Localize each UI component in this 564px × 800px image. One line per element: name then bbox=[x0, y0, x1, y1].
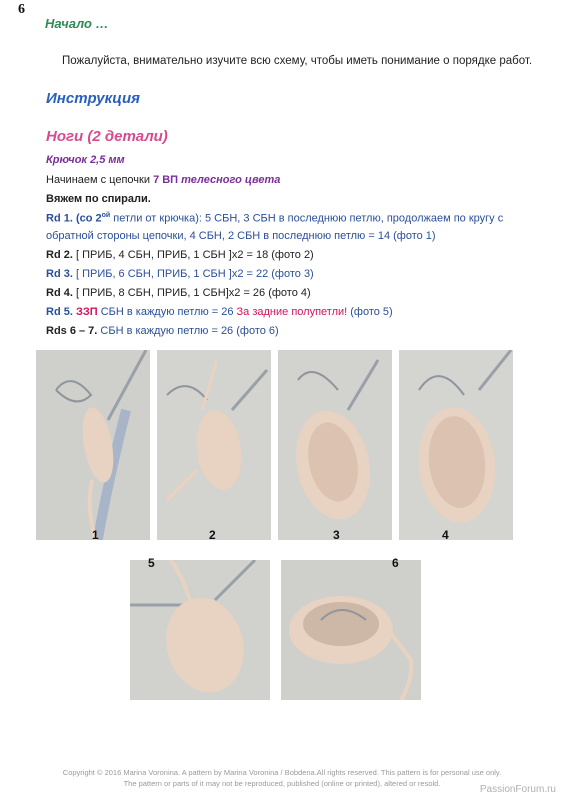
photo-label-3: 3 bbox=[333, 528, 340, 542]
row-5: Rd 5. ЗЗП СБН в каждую петлю = 26 За задние полупетли! (фото 5) bbox=[46, 306, 393, 318]
photo-2 bbox=[157, 350, 271, 540]
chain-count: 7 ВП bbox=[153, 174, 179, 186]
photo-3 bbox=[278, 350, 392, 540]
footer-copyright: Copyright © 2016 Marina Voronina. A pattern by Marina Voronina / Bobdena.All rights reserved. This pattern is for personal use only. bbox=[62, 768, 502, 777]
start-heading: Начало … bbox=[45, 16, 109, 31]
photo-5 bbox=[130, 560, 270, 700]
photo-1 bbox=[36, 350, 150, 540]
photo-label-6: 6 bbox=[392, 556, 399, 570]
hook-size: Крючок 2,5 мм bbox=[46, 154, 125, 166]
row-6-7: Rds 6 – 7. СБН в каждую петлю = 26 (фото 6) bbox=[46, 325, 279, 337]
page-number: 6 bbox=[18, 2, 25, 17]
instruction-heading: Инструкция bbox=[46, 90, 140, 107]
photo-label-4: 4 bbox=[442, 528, 449, 542]
photo-label-5: 5 bbox=[148, 556, 155, 570]
footer-notice: The pattern or parts of it may not be reproduced, published (online or printed), altered or resold. bbox=[123, 779, 441, 788]
row-3: Rd 3. [ ПРИБ, 6 СБН, ПРИБ, 1 СБН ]x2 = 22 (фото 3) bbox=[46, 268, 314, 280]
section-title: Ноги (2 детали) bbox=[46, 128, 168, 145]
watermark: PassionForum.ru bbox=[479, 784, 556, 795]
row-1-line-2: обратной стороны цепочки, 4 СБН, 2 СБН в последнюю петлю = 14 (фото 1) bbox=[46, 230, 436, 242]
photo-label-2: 2 bbox=[209, 528, 216, 542]
row-1-line-1: Rd 1. (со $2^{ой}$ петли от крючка): 5 СБН, 3 СБН в последнюю петлю, продолжаем по кругу с bbox=[46, 212, 504, 225]
spiral-line: Вяжем по спирали. bbox=[46, 193, 151, 205]
intro-note: Пожалуйста, внимательно изучите всю схему, чтобы иметь понимание о порядке работ. bbox=[62, 55, 533, 67]
photo-6 bbox=[281, 560, 421, 700]
photo-label-1: 1 bbox=[92, 528, 99, 542]
photo-4 bbox=[399, 350, 513, 540]
chain-prefix: Начинаем с цепочки bbox=[46, 174, 154, 186]
row-4: Rd 4. [ ПРИБ, 8 СБН, ПРИБ, 1 СБН]x2 = 26 (фото 4) bbox=[46, 287, 311, 299]
chain-line bbox=[46, 174, 280, 186]
chain-color: телесного цвета bbox=[181, 174, 281, 186]
row-2: Rd 2. [ ПРИБ, 4 СБН, ПРИБ, 1 СБН ]x2 = 18 (фото 2) bbox=[46, 249, 314, 261]
